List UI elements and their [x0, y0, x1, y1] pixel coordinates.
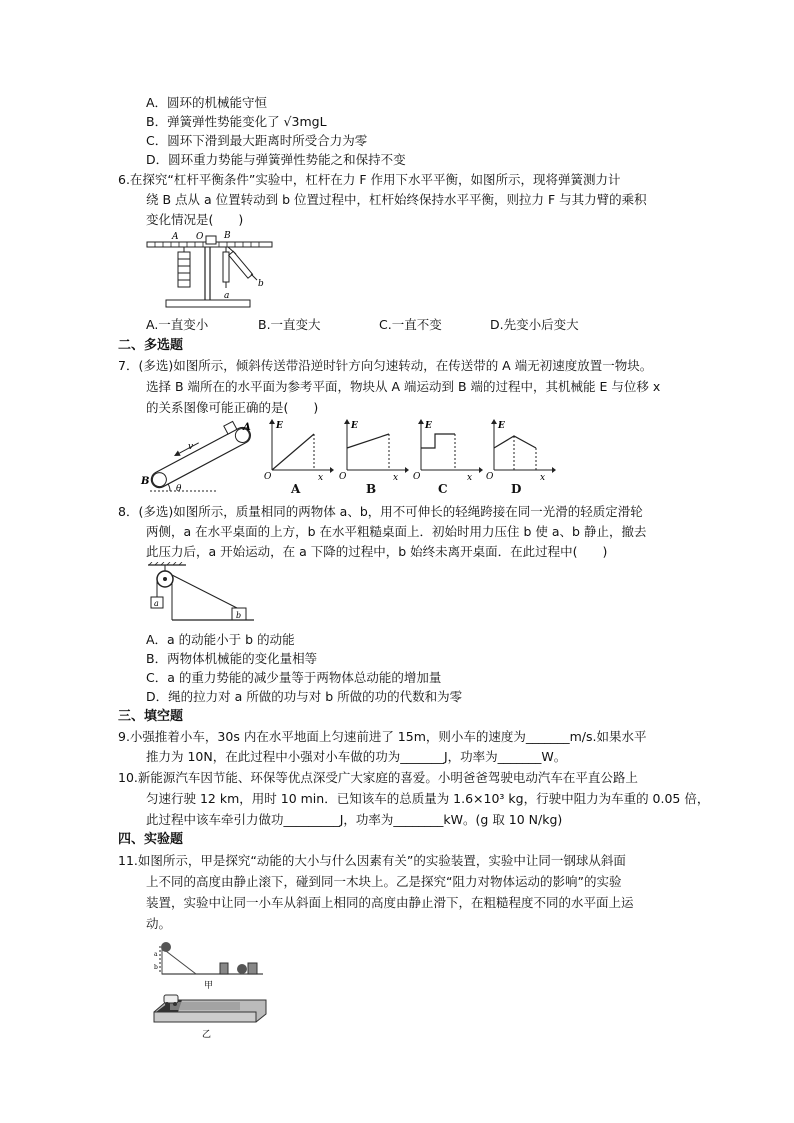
- belt-label-b: B: [141, 476, 150, 487]
- q10-line-1: 10.新能源汽车因节能、环保等优点深受广大家庭的喜爱。小明爸爸驾驶电动汽车在平直公路上: [118, 770, 638, 785]
- q8-option-b: B．两物体机械能的变化量相等: [146, 651, 318, 666]
- q8-line-3: 此压力后，a 开始运动，在 a 下降的过程中，b 始终未离开桌面．在此过程中( ): [146, 544, 608, 559]
- svg-text:E: E: [498, 421, 505, 431]
- q11-line-2: 上不同的高度由静止滚下，碰到同一木块上。乙是探究“阻力对物体运动的影响”的实验: [146, 874, 622, 889]
- q5-option-a: A．圆环的机械能守恒: [146, 95, 268, 110]
- belt-label-a: A: [243, 422, 251, 433]
- q7-line-2: 选择 B 端所在的水平面为参考平面，物块从 A 端运动到 B 端的过程中，其机械能 E 与位移 x: [146, 379, 661, 394]
- graph-caption-b: B: [366, 482, 377, 496]
- pulley-figure: [146, 562, 258, 628]
- lever-label-pos-b: b: [258, 279, 264, 289]
- q6-option-a: A.一直变小: [146, 317, 209, 332]
- svg-text:x: x: [467, 473, 473, 480]
- lever-label-a: A: [172, 232, 179, 242]
- graph-caption-d: D: [511, 482, 522, 496]
- q11-line-3: 装置，实验中让同一小车从斜面上相同的高度由静止滑下，在粗糙程度不同的水平面上运: [146, 895, 634, 910]
- figure-label-yi: 乙: [202, 1030, 212, 1040]
- q6-line-2: 绕 B 点从 a 位置转动到 b 位置过程中，杠杆始终保持水平平衡，则拉力 F 与其力臂的乘积: [146, 192, 647, 207]
- q8-option-c: C．a 的重力势能的减少量等于两物体总动能的增加量: [146, 670, 442, 685]
- lever-label-b: B: [224, 231, 231, 241]
- svg-text:E: E: [351, 421, 358, 431]
- lever-label-o: O: [196, 232, 204, 242]
- svg-text:E: E: [276, 421, 283, 431]
- svg-text:x: x: [393, 473, 399, 480]
- q11-line-1: 11.如图所示，甲是探究“动能的大小与什么因素有关”的实验装置，实验中让同一钢球从斜面: [118, 853, 626, 868]
- q7-line-3: 的关系图像可能正确的是( ): [146, 400, 319, 415]
- svg-text:x: x: [318, 473, 324, 480]
- svg-text:O: O: [339, 472, 347, 480]
- q5-option-d: D．圆环重力势能与弹簧弹性势能之和保持不变: [146, 152, 406, 167]
- belt-label-theta: θ: [176, 484, 182, 494]
- section-heading-fill-in: 三、填空题: [118, 709, 184, 724]
- q6-line-3: 变化情况是( ): [146, 212, 244, 227]
- graph-caption-c: C: [438, 482, 448, 496]
- q8-option-a: A．a 的动能小于 b 的动能: [146, 632, 295, 647]
- svg-text:O: O: [264, 472, 272, 480]
- lever-figure: [144, 228, 279, 312]
- q6-option-b: B.一直变大: [258, 317, 321, 332]
- section-heading-experiment: 四、实验题: [118, 832, 184, 847]
- pulley-label-b: b: [236, 611, 242, 620]
- q5-option-c: C．圆环下滑到最大距离时所受合力为零: [146, 133, 368, 148]
- q8-line-2: 两侧，a 在水平桌面的上方，b 在水平粗糙桌面上．初始时用力压住 b 使 a、b 静止，撤去: [146, 524, 647, 539]
- q5-option-b: B．弹簧弹性势能变化了 √3mgL: [146, 114, 327, 129]
- figure-label-jia: 甲: [204, 981, 214, 991]
- q9-line-1: 9.小强推着小车，30s 内在水平地面上匀速前进了 15m，则小车的速度为_______m/s.如果水平: [118, 729, 647, 744]
- q9-line-2: 推力为 10N，在此过程中小强对小车做的功为_______J，功率为_______W。: [146, 749, 567, 764]
- q7-line-1: 7．(多选)如图所示，倾斜传送带沿逆时针方向匀速转动，在传送带的 A 端无初速度放置一物块。: [118, 358, 653, 373]
- pulley-label-a: a: [154, 599, 159, 608]
- kinetic-energy-ramp-figure: [148, 936, 268, 994]
- svg-text:O: O: [486, 472, 494, 480]
- svg-text:b: b: [154, 964, 158, 971]
- belt-label-v: v: [188, 442, 194, 452]
- graph-c: [411, 418, 483, 480]
- svg-text:O: O: [413, 472, 421, 480]
- q10-line-3: 此过程中该车牵引力做功_________J，功率为________kW。(g 取 10 N/kg): [146, 812, 563, 827]
- svg-text:x: x: [540, 473, 546, 480]
- resistance-surface-figure: [148, 992, 273, 1042]
- q11-line-4: 动。: [146, 916, 172, 931]
- q10-line-2: 匀速行驶 12 km，用时 10 min．已知该车的总质量为 1.6×10³ kg，行驶中阻力为车重的 0.05 倍，: [146, 791, 710, 806]
- graph-caption-a: A: [291, 482, 301, 496]
- q6-line-1: 6.在探究“杠杆平衡条件”实验中，杠杆在力 F 作用下水平平衡，如图所示，现将弹簧测力计: [118, 172, 621, 187]
- lever-label-pos-a: a: [224, 291, 230, 301]
- graph-a: [262, 418, 334, 480]
- graph-b: [337, 418, 409, 480]
- graph-d: [484, 418, 556, 480]
- q6-option-d: D.先变小后变大: [490, 317, 579, 332]
- conveyor-figure: [140, 418, 262, 496]
- section-heading-multi-choice: 二、多选题: [118, 338, 184, 353]
- svg-text:E: E: [425, 421, 432, 431]
- q8-line-1: 8．(多选)如图所示，质量相同的两物体 a、b，用不可伸长的轻绳跨接在同一光滑的轻质定滑轮: [118, 504, 643, 519]
- q8-option-d: D．绳的拉力对 a 所做的功与对 b 所做的功的代数和为零: [146, 689, 463, 704]
- svg-text:a: a: [154, 951, 158, 958]
- q6-option-c: C.一直不变: [379, 317, 442, 332]
